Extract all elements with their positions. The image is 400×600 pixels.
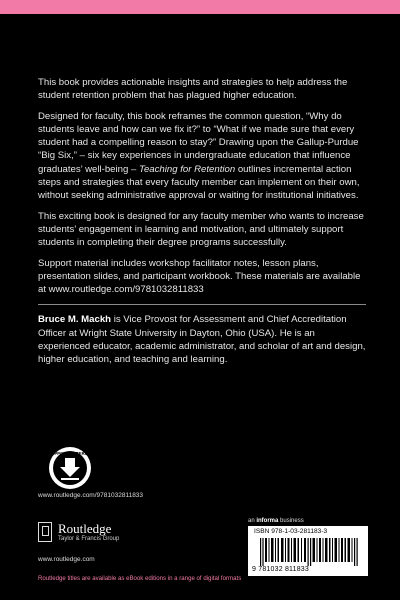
author-name: Bruce M. Mackh bbox=[38, 314, 112, 326]
blurb-paragraph-4: Support material includes workshop facilitator notes, lesson plans, presentation slides, and participant workbook. These materials are available at www.routledge.com/9781032811833 bbox=[38, 258, 361, 296]
support-badge-text: SUPPORT MATERIAL bbox=[48, 451, 92, 456]
informa-tagline bbox=[248, 518, 304, 524]
author-bio-text: is Vice Provost for Assessment and Chief Accreditation Officer at Wright State University in Dayton, Ohio (USA). He is an experienced educator, academic administrator, and scholar of art and design, higher education, and teaching and learning. bbox=[38, 314, 366, 365]
support-url: www.routledge.com/9781032811833 bbox=[38, 492, 144, 499]
barcode-icon bbox=[260, 538, 360, 566]
informa-suffix: business bbox=[278, 518, 304, 524]
top-color-band bbox=[0, 0, 400, 14]
isbn-text: ISBN 978-1-03-281183-3 bbox=[254, 528, 328, 535]
publisher-name: Routledge bbox=[58, 521, 112, 536]
blurb-paragraph-2b: outlines incremental action steps and strategies that every faculty member can implement on their own, without seeking administrative approval or waiting for institutional initiatives. bbox=[38, 163, 360, 201]
blurb-paragraph-2a: Designed for faculty, this book reframes the common question, “Why do students leave and how can we fix it?” to “What if we made sure that every student had a compelling reason to stay?” Drawing upon the Gallup-Purdue “Big Six,” – six key experiences in undergraduate education that influence graduates’ well-being – bbox=[38, 111, 359, 175]
blurb-paragraph-3: This exciting book is designed for any faculty member who wants to increase students’ engagement in learning and motivation, and ultimately support students in completing their degree programs successfully. bbox=[38, 210, 364, 249]
blurb-paragraph-2 bbox=[38, 110, 366, 202]
informa-prefix: an bbox=[248, 518, 257, 524]
barcode-number: 9 781032 811833 bbox=[252, 566, 309, 573]
support-material-badge-icon bbox=[48, 446, 92, 490]
publisher-subtitle: Taylor & Francis Group bbox=[58, 536, 120, 542]
book-title-italic: Teaching for Retention bbox=[138, 163, 236, 175]
isbn-barcode-box bbox=[248, 526, 368, 576]
author-bio bbox=[38, 313, 366, 365]
divider-rule bbox=[38, 304, 366, 305]
routledge-logo-icon bbox=[38, 522, 52, 542]
blurb-paragraph-1: This book provides actionable insights and strategies to help address the student retention problem that has plagued higher education. bbox=[38, 77, 348, 102]
informa-brand: informa bbox=[256, 518, 279, 524]
publisher-url: www.routledge.com bbox=[38, 556, 95, 563]
back-cover-text bbox=[38, 76, 366, 374]
ebook-footer-note: Routledge titles are available as eBook editions in a range of digital formats bbox=[38, 575, 242, 582]
